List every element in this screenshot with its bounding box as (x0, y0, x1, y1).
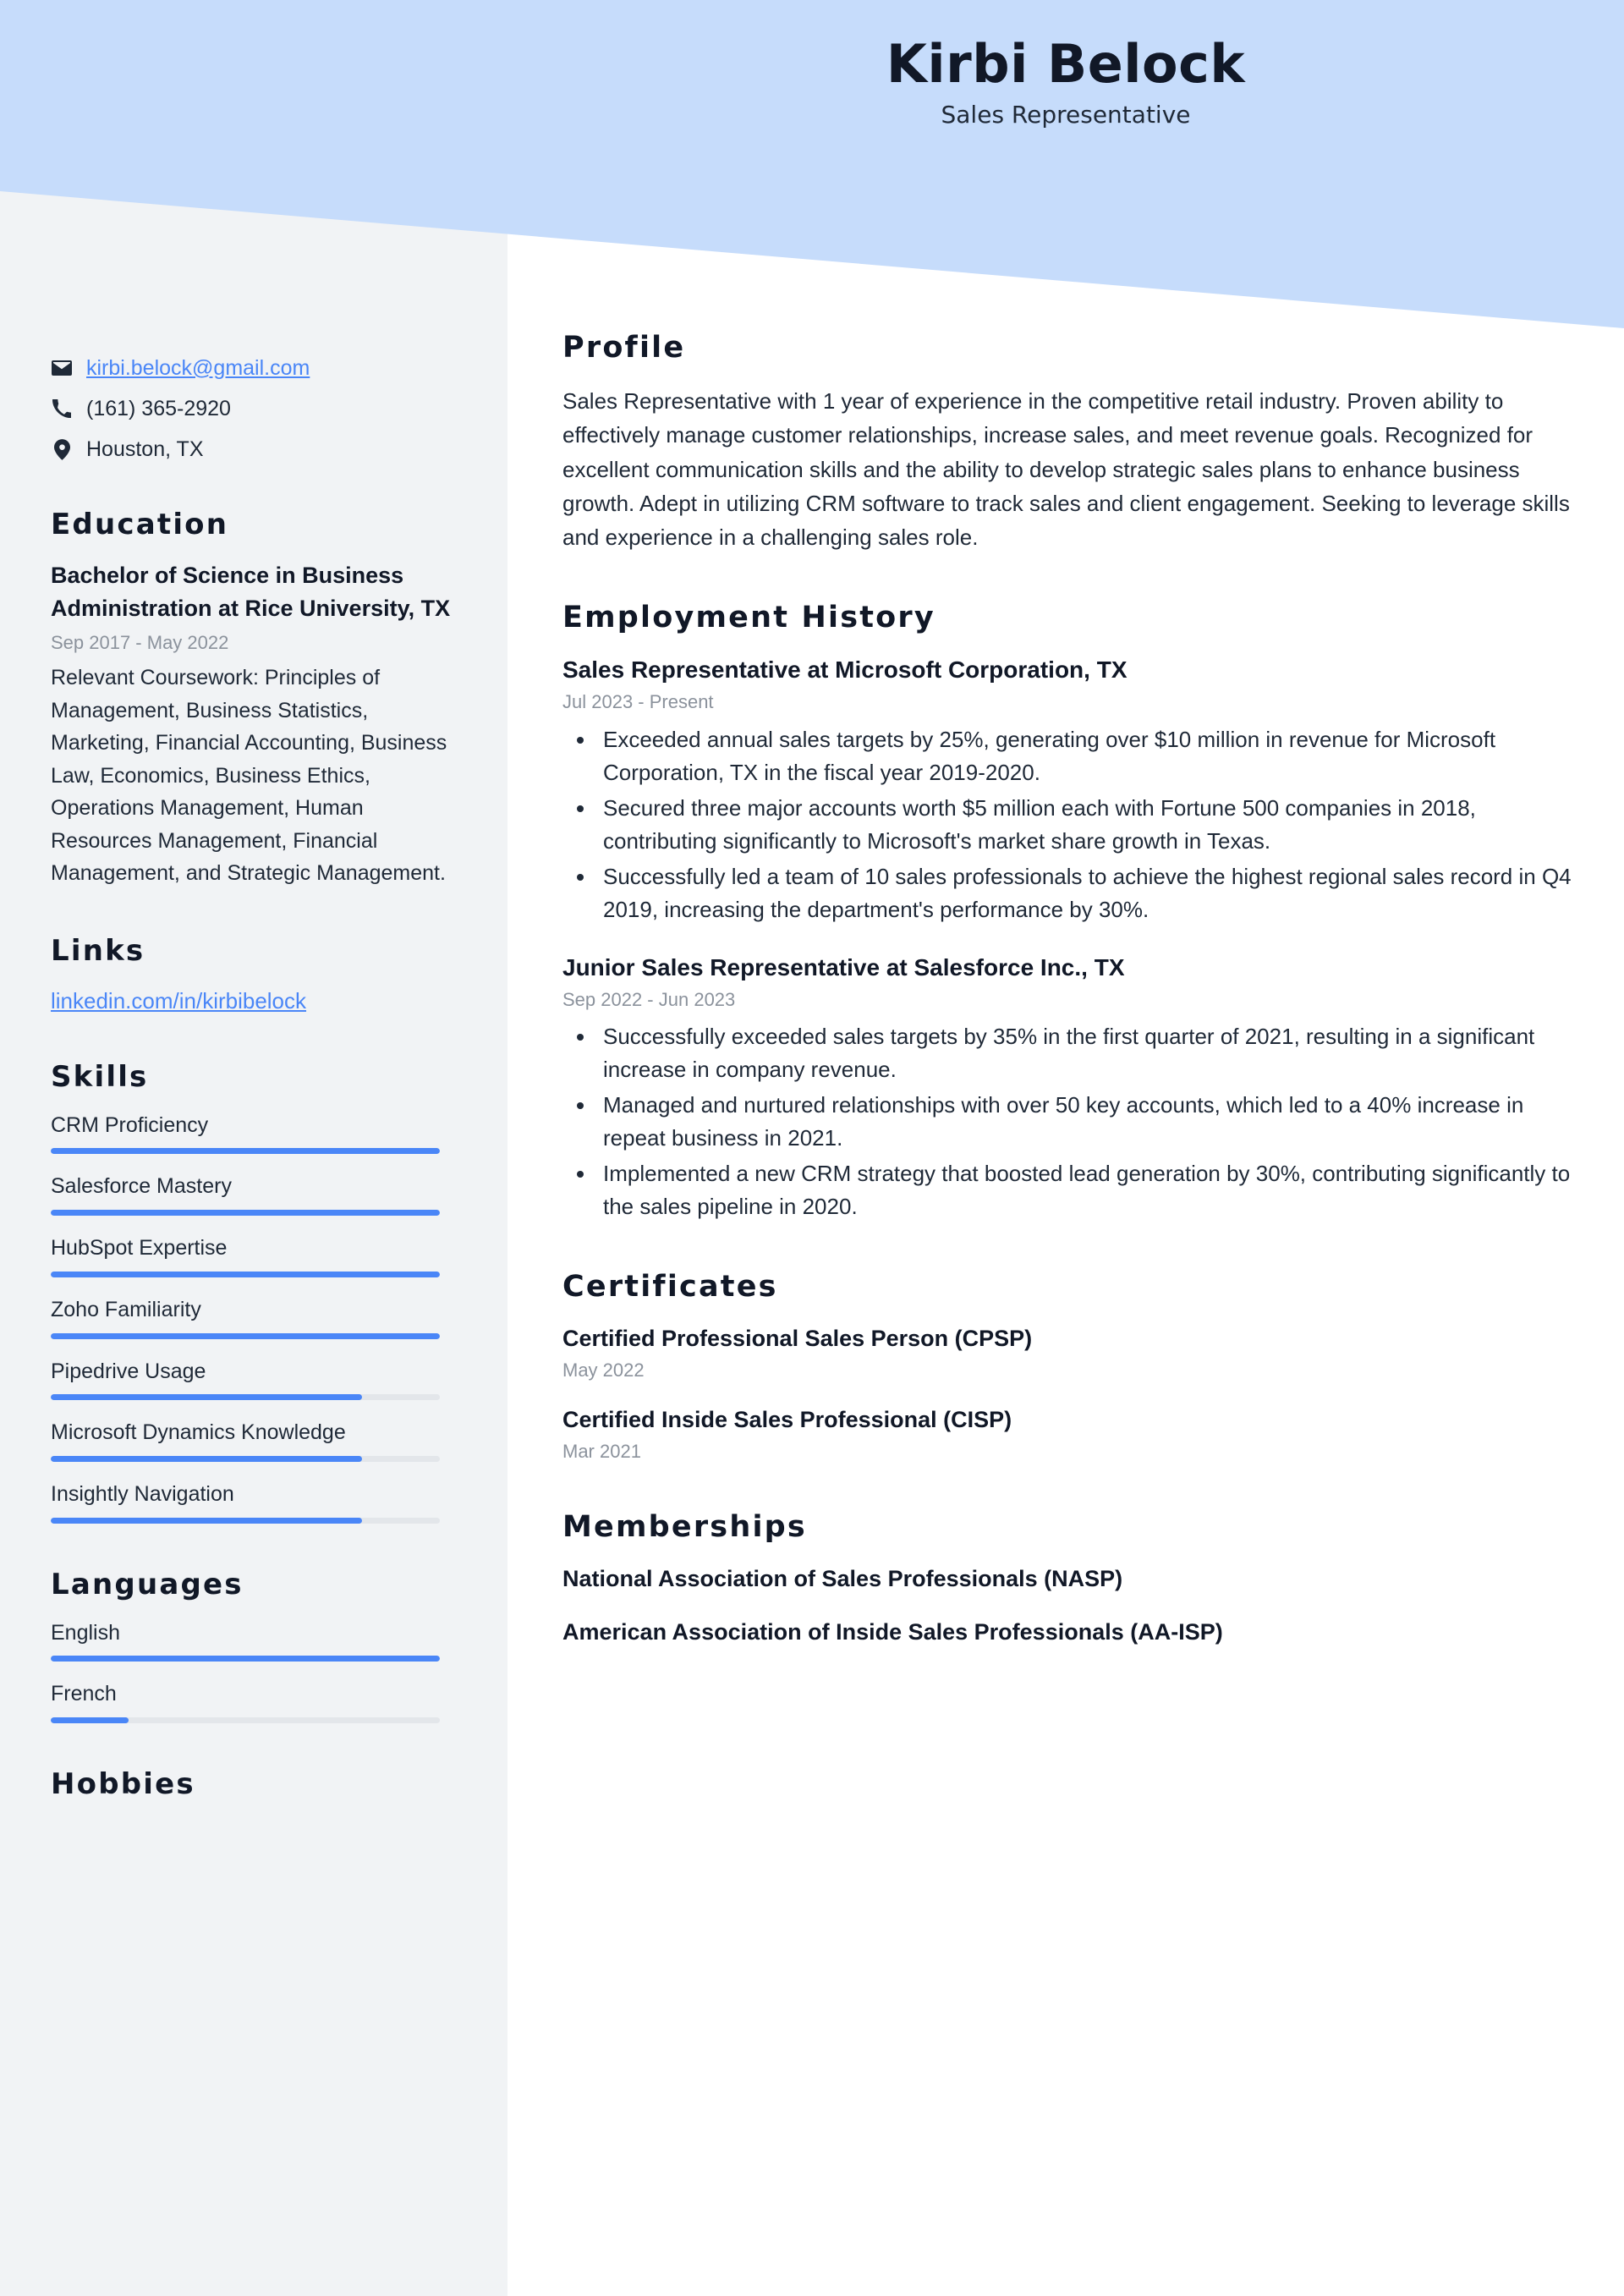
email-link[interactable]: kirbi.belock@gmail.com (86, 355, 310, 380)
certificate-date: May 2022 (562, 1359, 645, 1381)
hobbies-heading: Hobbies (51, 1767, 195, 1802)
skill-bar-track (51, 1394, 440, 1400)
certificate-name: Certified Professional Sales Person (CPSP) (562, 1326, 1033, 1352)
job-bullet-list (562, 723, 1577, 926)
certificates-heading: Certificates (562, 1270, 778, 1305)
job-bullet: • Successfully led a team of 10 sales professionals to achieve the highest regional sales record in Q4 2019, increasing the department's performance by 30%. (596, 860, 1577, 926)
profile-heading: Profile (562, 331, 686, 365)
language-item (51, 1680, 457, 1723)
section-profile (562, 330, 1577, 554)
skill-bar-track (51, 1518, 440, 1524)
job-title-subtitle: Sales Representative (941, 101, 1191, 129)
skill-item (51, 1358, 457, 1401)
skill-bar-fill (51, 1394, 362, 1400)
links-heading: Links (51, 933, 145, 968)
contact-row-email[interactable] (51, 354, 457, 382)
education-dates: Sep 2017 - May 2022 (51, 631, 229, 653)
job-bullet: • Managed and nurtured relationships with over 50 key accounts, which led to a 40% increase in repeat business in 2021. (596, 1089, 1577, 1155)
skills-heading: Skills (51, 1059, 149, 1094)
job-dates: Sep 2022 - Jun 2023 (562, 988, 736, 1010)
language-bar-track (51, 1656, 440, 1662)
job-entry (562, 654, 1577, 926)
location-pin-icon (51, 438, 73, 460)
skill-bar-fill (51, 1456, 362, 1462)
skill-item (51, 1173, 457, 1216)
section-employment-history (562, 600, 1577, 1223)
skill-bar-track (51, 1210, 440, 1216)
job-bullet: • Secured three major accounts worth $5 million each with Fortune 500 companies in 2018, contributing significantly to Microsoft's market share growth in Texas. (596, 792, 1577, 858)
job-entry (562, 952, 1577, 1223)
language-bar-fill (51, 1656, 440, 1662)
languages-list (51, 1619, 457, 1724)
skill-item (51, 1296, 457, 1339)
language-bar-fill (51, 1717, 129, 1723)
job-dates: Jul 2023 - Present (562, 691, 714, 713)
skills-list (51, 1112, 457, 1524)
sidebar-section-education (51, 508, 457, 890)
skill-label: Salesforce Mastery (51, 1174, 232, 1199)
sidebar-section-skills (51, 1060, 457, 1524)
job-bullet: • Implemented a new CRM strategy that boosted lead generation by 30%, contributing significantly to the sales pipeline in 2020. (596, 1157, 1577, 1223)
skill-label: Microsoft Dynamics Knowledge (51, 1420, 346, 1445)
education-description: Relevant Coursework: Principles of Management, Business Statistics, Marketing, Financial Accounting, Business Law, Economics, Business Ethics, Operations Management, Human Resources Management, Financial Management, and Strategic Management. (51, 666, 447, 886)
job-title: Junior Sales Representative at Salesforce Inc., TX (562, 953, 1125, 980)
skill-bar-track (51, 1456, 440, 1462)
memberships-list (562, 1563, 1577, 1647)
skill-item (51, 1480, 457, 1524)
skill-bar-track (51, 1272, 440, 1277)
profile-text: Sales Representative with 1 year of experience in the competitive retail industry. Proven ability to effectively manage customer relationships, increase sales, and meet revenue goals. Recognized for excellent communication skills and the ability to develop strategic sales plans to enhance business growth. Adept in utilizing CRM software to track sales and client engagement. Seeking to leverage skills and experience in a challenging sales role. (562, 388, 1570, 551)
certificates-list (562, 1323, 1577, 1464)
language-label: English (51, 1620, 120, 1645)
education-degree: Bachelor of Science in Business Administration at Rice University, TX (51, 562, 451, 622)
section-memberships (562, 1509, 1577, 1647)
languages-heading: Languages (51, 1567, 244, 1601)
sidebar-section-links (51, 934, 457, 1016)
skill-bar-fill (51, 1272, 440, 1277)
language-bar-track (51, 1717, 440, 1723)
sidebar (0, 0, 508, 1819)
page-title: Kirbi Belock (886, 33, 1246, 95)
membership-entry: American Association of Inside Sales Professionals (AA-ISP) (562, 1618, 1223, 1645)
skill-item (51, 1234, 457, 1277)
skill-label: CRM Proficiency (51, 1112, 209, 1137)
skill-bar-fill (51, 1333, 440, 1339)
sidebar-section-languages (51, 1568, 457, 1723)
employment-history-heading: Employment History (562, 601, 935, 635)
skill-label: Zoho Familiarity (51, 1297, 201, 1321)
skill-bar-fill (51, 1148, 440, 1154)
phone-icon (51, 398, 73, 420)
job-bullet-list (562, 1020, 1577, 1223)
location-text: Houston, TX (86, 437, 204, 461)
certificate-name: Certified Inside Sales Professional (CISP) (562, 1407, 1012, 1433)
skill-bar-track (51, 1333, 440, 1339)
jobs-list (562, 654, 1577, 1223)
skill-item (51, 1112, 457, 1155)
certificate-date: Mar 2021 (562, 1440, 641, 1462)
education-heading: Education (51, 508, 229, 541)
skill-label: Insightly Navigation (51, 1482, 234, 1507)
section-certificates (562, 1269, 1577, 1464)
skill-bar-fill (51, 1518, 362, 1524)
main-column (562, 330, 1577, 1693)
sidebar-section-hobbies (51, 1767, 457, 1802)
skill-label: Pipedrive Usage (51, 1359, 206, 1383)
memberships-heading: Memberships (562, 1510, 807, 1545)
contact-list (51, 354, 457, 464)
contact-row-location (51, 435, 457, 464)
phone-number: (161) 365-2920 (86, 396, 231, 420)
linkedin-link[interactable]: linkedin.com/in/kirbibelock (51, 987, 307, 1013)
certificate-entry (562, 1323, 1577, 1382)
skill-bar-fill (51, 1210, 440, 1216)
job-title: Sales Representative at Microsoft Corporation, TX (562, 656, 1127, 684)
job-bullet: • Exceeded annual sales targets by 25%, generating over $10 million in revenue for Microsoft Corporation, TX in the fiscal year 2019-2020. (596, 723, 1577, 789)
membership-entry: National Association of Sales Professionals (NASP) (562, 1566, 1123, 1592)
job-bullet: • Successfully exceeded sales targets by 35% in the first quarter of 2021, resulting in a significant increase in company revenue. (596, 1020, 1577, 1086)
skill-item (51, 1419, 457, 1462)
language-item (51, 1619, 457, 1662)
language-label: French (51, 1682, 117, 1706)
certificate-entry (562, 1404, 1577, 1464)
envelope-icon (51, 357, 73, 379)
header-text-block (508, 34, 1624, 129)
skill-bar-track (51, 1148, 440, 1154)
skill-label: HubSpot Expertise (51, 1236, 228, 1261)
contact-row-phone (51, 394, 457, 423)
